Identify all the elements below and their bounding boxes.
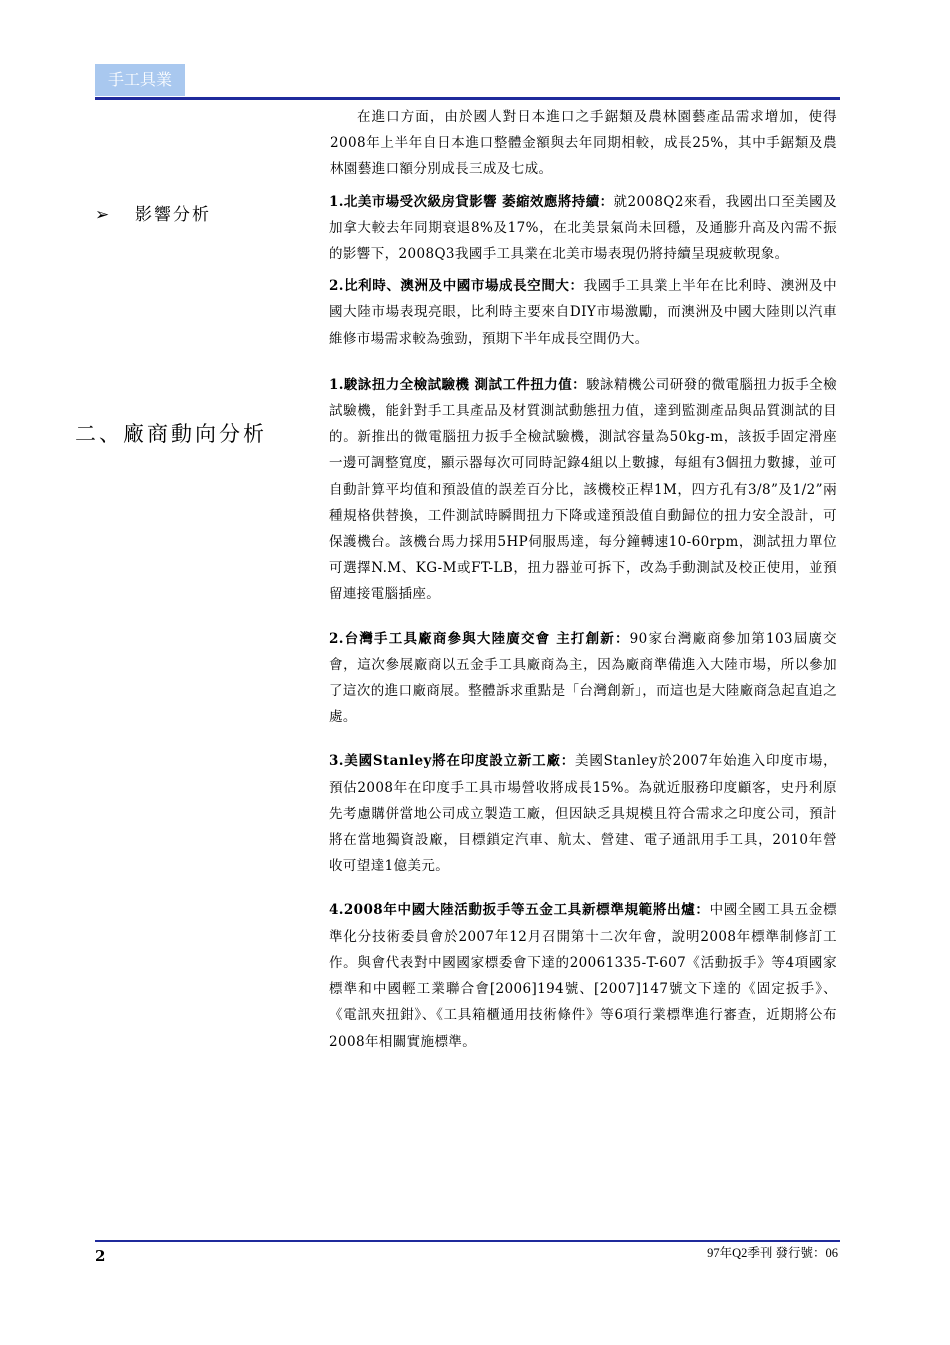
arrow-bullet-icon: ➢ — [95, 205, 112, 225]
impact-item-text: 就2008Q2來看，我國出口至美國及加拿大較去年同期衰退8%及17%，在北美景氣尚未回穩，及通膨升高及內需不振的影響下，2008Q3我國手工具業在北美市場表現仍將持續呈現疲軟現象。 — [329, 193, 837, 263]
vendor-item-title: 3.美國Stanley將在印度設立新工廠： — [329, 753, 576, 770]
impact-analysis-label — [95, 200, 211, 225]
vendor-item-title: 2.台灣手工具廠商參與大陸廣交會 主打創新： — [329, 630, 630, 647]
vendor-item — [329, 372, 837, 608]
section-heading: 二、廠商動向分析 — [75, 422, 267, 446]
page-number: 2 — [95, 1247, 106, 1265]
impact-analysis-text: 影響分析 — [135, 205, 211, 225]
impact-item-title: 1.北美市場受次級房貸影響 萎縮效應將持續： — [329, 193, 614, 210]
vendor-item-text: 中國全國工具五金標準化分技術委員會於2007年12月召開第十二次年會，說明2008年標準制修訂工作。與會代表對中國國家標委會下達的20061335-T-607《活動扳手》等4項國家標準和中國輕工業聯合會[2006]194號、[2007]147號文下達的《固定扳手》、《電訊夾扭鉗》、《工具箱櫃通用技術條件》等6項行業標準進行審查，近期將公布2008年相關實施標準。 — [329, 902, 837, 1050]
vendor-item-title: 4.2008年中國大陸活動扳手等五金工具新標準規範將出爐： — [329, 902, 710, 919]
footer-rule — [95, 1240, 840, 1242]
vendor-item — [329, 626, 837, 731]
impact-item-title: 2.比利時、澳洲及中國市場成長空間大： — [329, 278, 584, 295]
section-tag: 手工具業 — [95, 64, 185, 96]
vendor-item-title: 1.駿詠扭力全檢試驗機 測試工件扭力值： — [329, 376, 587, 393]
vendor-item — [329, 748, 837, 879]
intro-paragraph: 在進口方面，由於國人對日本進口之手鋸類及農林園藝產品需求增加，使得2008年上半年自日本進口整體金額與去年同期相較，成長25%，其中手鋸類及農林園藝進口額分別成長三成及七成。 — [330, 109, 837, 178]
vendor-item-text: 駿詠精機公司研發的微電腦扭力扳手全檢試驗機，能針對手工具產品及材質測試動態扭力值，達到監測產品與品質測試的目的。新推出的微電腦扭力扳手全檢試驗機，測試容量為50kg-m，該扳手固定滑座一邊可調整寬度，顯示器每次可同時記錄4組以上數據，每組有3個扭力數據，並可自動計算平均值和預設值的誤差百分比，該機校正桿1M，四方孔有3/8”及1/2”兩種規格供替換，工件測試時瞬間扭力下降或達預設值自動歸位的扭力安全設計，可保護機台。該機台馬力採用5HP伺服馬達，每分鐘轉速10-60rpm，測試扭力單位可選擇N.M、KG-M或FT-LB，扭力器並可拆下，改為手動測試及校正使用，並預留連接電腦插座。 — [329, 376, 838, 603]
vendor-item-text: 美國Stanley於2007年始進入印度市場，預估2008年在印度手工具市場營收將成長15%。為就近服務印度顧客，史丹利原先考慮購併當地公司成立製造工廠，但因缺乏具規模且符合需求之印度公司，預計將在當地獨資設廠，目標鎖定汽車、航太、營建、電子通訊用手工具，2010年營收可望達1億美元。 — [329, 753, 838, 875]
impact-item — [329, 273, 837, 352]
vendor-item — [329, 897, 837, 1054]
header-rule — [95, 97, 840, 100]
main-content — [320, 104, 837, 1055]
issue-info: 97年Q2季刊 發行號：06 — [707, 1246, 838, 1260]
impact-item — [329, 189, 837, 268]
vendor-item-text: 90家台灣廠商參加第103屆廣交會，這次參展廠商以五金手工具廠商為主，因為廠商準備進入大陸市場，所以參加了這次的進口廠商展。整體訴求重點是「台灣創新」，而這也是大陸廠商急起直追之處。 — [329, 630, 837, 726]
impact-item-text: 我國手工具業上半年在比利時、澳洲及中國大陸市場表現亮眼，比利時主要來自DIY市場激勵，而澳洲及中國大陸則以汽車維修市場需求較為強勁，預期下半年成長空間仍大。 — [329, 278, 837, 347]
